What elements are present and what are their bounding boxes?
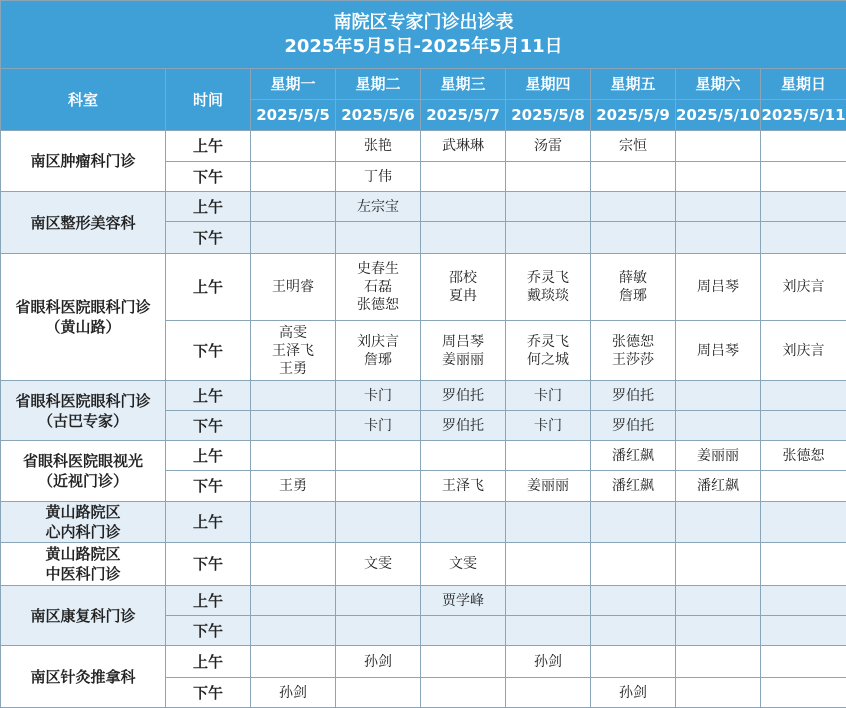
table-row bbox=[1, 254, 846, 321]
date-header: 2025/5/7 bbox=[421, 100, 506, 131]
doctor-cell: 潘红飙 bbox=[676, 471, 761, 502]
weekday-header: 星期三 bbox=[421, 69, 506, 100]
doctor-cell bbox=[421, 441, 506, 471]
doctor-cell: 孙剑 bbox=[591, 678, 676, 708]
doctor-cell bbox=[676, 616, 761, 646]
doctor-cell: 卡门 bbox=[336, 411, 421, 441]
department-name: 南区康复科门诊 bbox=[1, 586, 166, 646]
doctor-cell bbox=[421, 192, 506, 222]
doctor-cell: 文雯 bbox=[421, 543, 506, 586]
schedule-body bbox=[1, 131, 846, 708]
table-row bbox=[1, 646, 846, 678]
doctor-cell bbox=[676, 131, 761, 162]
doctor-cell bbox=[251, 586, 336, 616]
doctor-cell bbox=[421, 678, 506, 708]
doctor-cell: 王明睿 bbox=[251, 254, 336, 321]
doctor-cell: 孙剑 bbox=[506, 646, 591, 678]
doctor-cell bbox=[676, 678, 761, 708]
doctor-cell bbox=[761, 411, 846, 441]
doctor-cell: 罗伯托 bbox=[591, 381, 676, 411]
doctor-cell: 周吕琴 姜丽丽 bbox=[421, 321, 506, 381]
doctor-cell bbox=[336, 222, 421, 254]
session-time: 上午 bbox=[166, 586, 251, 616]
doctor-cell bbox=[251, 131, 336, 162]
weekday-header: 星期日 bbox=[761, 69, 846, 100]
doctor-cell: 薛敏 詹琊 bbox=[591, 254, 676, 321]
doctor-cell: 刘庆言 bbox=[761, 254, 846, 321]
doctor-cell: 罗伯托 bbox=[421, 411, 506, 441]
doctor-cell: 张德恕 bbox=[761, 441, 846, 471]
doctor-cell bbox=[761, 162, 846, 192]
doctor-cell bbox=[591, 222, 676, 254]
doctor-cell: 潘红飙 bbox=[591, 471, 676, 502]
doctor-cell: 刘庆言 詹琊 bbox=[336, 321, 421, 381]
doctor-cell bbox=[251, 543, 336, 586]
doctor-cell: 周吕琴 bbox=[676, 254, 761, 321]
department-name: 省眼科医院眼视光 （近视门诊） bbox=[1, 441, 166, 502]
doctor-cell bbox=[421, 162, 506, 192]
weekday-header: 星期六 bbox=[676, 69, 761, 100]
doctor-cell bbox=[336, 441, 421, 471]
session-time: 下午 bbox=[166, 471, 251, 502]
department-name: 省眼科医院眼科门诊 （古巴专家） bbox=[1, 381, 166, 441]
doctor-cell: 姜丽丽 bbox=[676, 441, 761, 471]
doctor-cell bbox=[591, 586, 676, 616]
doctor-cell: 卡门 bbox=[506, 411, 591, 441]
date-header: 2025/5/6 bbox=[336, 100, 421, 131]
doctor-cell bbox=[761, 192, 846, 222]
department-name: 黄山路院区 心内科门诊 bbox=[1, 502, 166, 543]
doctor-cell bbox=[251, 411, 336, 441]
doctor-cell bbox=[591, 543, 676, 586]
doctor-cell bbox=[336, 471, 421, 502]
doctor-cell bbox=[761, 471, 846, 502]
department-name: 南区肿瘤科门诊 bbox=[1, 131, 166, 192]
doctor-cell bbox=[251, 646, 336, 678]
doctor-cell bbox=[506, 162, 591, 192]
date-header: 2025/5/10 bbox=[676, 100, 761, 131]
doctor-cell bbox=[506, 192, 591, 222]
doctor-cell: 邵校 夏冉 bbox=[421, 254, 506, 321]
weekday-header: 星期一 bbox=[251, 69, 336, 100]
doctor-cell: 姜丽丽 bbox=[506, 471, 591, 502]
doctor-cell bbox=[761, 616, 846, 646]
doctor-cell bbox=[591, 192, 676, 222]
doctor-cell bbox=[676, 646, 761, 678]
doctor-cell bbox=[676, 543, 761, 586]
date-header: 2025/5/11 bbox=[761, 100, 846, 131]
table-row bbox=[1, 543, 846, 586]
doctor-cell bbox=[506, 222, 591, 254]
doctor-cell: 乔灵飞 何之城 bbox=[506, 321, 591, 381]
doctor-cell bbox=[676, 381, 761, 411]
doctor-cell: 周吕琴 bbox=[676, 321, 761, 381]
doctor-cell: 史春生 石磊 张德恕 bbox=[336, 254, 421, 321]
doctor-cell: 左宗宝 bbox=[336, 192, 421, 222]
doctor-cell bbox=[761, 222, 846, 254]
dept-column-header: 科室 bbox=[1, 69, 166, 131]
doctor-cell bbox=[761, 678, 846, 708]
doctor-cell bbox=[591, 616, 676, 646]
doctor-cell bbox=[421, 222, 506, 254]
doctor-cell bbox=[591, 646, 676, 678]
doctor-cell bbox=[421, 616, 506, 646]
doctor-cell bbox=[506, 586, 591, 616]
doctor-cell bbox=[251, 192, 336, 222]
doctor-cell bbox=[506, 441, 591, 471]
session-time: 上午 bbox=[166, 381, 251, 411]
doctor-cell bbox=[761, 543, 846, 586]
table-row bbox=[1, 381, 846, 411]
doctor-cell bbox=[676, 162, 761, 192]
weekday-header: 星期五 bbox=[591, 69, 676, 100]
doctor-cell bbox=[506, 616, 591, 646]
department-name: 南区整形美容科 bbox=[1, 192, 166, 254]
doctor-cell: 武琳琳 bbox=[421, 131, 506, 162]
session-time: 上午 bbox=[166, 502, 251, 543]
doctor-cell bbox=[676, 586, 761, 616]
session-time: 下午 bbox=[166, 321, 251, 381]
doctor-cell bbox=[676, 192, 761, 222]
department-name: 省眼科医院眼科门诊 （黄山路） bbox=[1, 254, 166, 381]
department-name: 南区针灸推拿科 bbox=[1, 646, 166, 708]
doctor-cell: 丁伟 bbox=[336, 162, 421, 192]
doctor-cell bbox=[421, 646, 506, 678]
date-header: 2025/5/8 bbox=[506, 100, 591, 131]
department-name: 黄山路院区 中医科门诊 bbox=[1, 543, 166, 586]
doctor-cell: 罗伯托 bbox=[591, 411, 676, 441]
doctor-cell bbox=[506, 678, 591, 708]
doctor-cell: 孙剑 bbox=[251, 678, 336, 708]
doctor-cell bbox=[761, 131, 846, 162]
doctor-cell bbox=[506, 543, 591, 586]
table-row bbox=[1, 441, 846, 471]
table-title-cell bbox=[1, 1, 846, 69]
session-time: 下午 bbox=[166, 616, 251, 646]
date-header: 2025/5/5 bbox=[251, 100, 336, 131]
doctor-cell bbox=[761, 502, 846, 543]
doctor-cell: 文雯 bbox=[336, 543, 421, 586]
session-time: 下午 bbox=[166, 411, 251, 441]
doctor-cell: 张艳 bbox=[336, 131, 421, 162]
doctor-cell bbox=[336, 678, 421, 708]
doctor-cell bbox=[761, 381, 846, 411]
doctor-cell bbox=[336, 616, 421, 646]
doctor-cell bbox=[251, 502, 336, 543]
weekday-header: 星期二 bbox=[336, 69, 421, 100]
table-row bbox=[1, 192, 846, 222]
doctor-cell bbox=[761, 646, 846, 678]
doctor-cell bbox=[676, 222, 761, 254]
session-time: 下午 bbox=[166, 222, 251, 254]
session-time: 下午 bbox=[166, 678, 251, 708]
table-row bbox=[1, 586, 846, 616]
doctor-cell bbox=[591, 502, 676, 543]
doctor-cell bbox=[676, 502, 761, 543]
doctor-cell bbox=[761, 586, 846, 616]
table-row bbox=[1, 131, 846, 162]
session-time: 上午 bbox=[166, 646, 251, 678]
doctor-cell bbox=[336, 586, 421, 616]
doctor-cell bbox=[251, 162, 336, 192]
table-row bbox=[1, 502, 846, 543]
doctor-cell: 王勇 bbox=[251, 471, 336, 502]
time-column-header: 时间 bbox=[166, 69, 251, 131]
doctor-cell: 张德恕 王莎莎 bbox=[591, 321, 676, 381]
session-time: 下午 bbox=[166, 162, 251, 192]
doctor-cell: 罗伯托 bbox=[421, 381, 506, 411]
doctor-cell: 刘庆言 bbox=[761, 321, 846, 381]
doctor-cell: 高雯 王泽飞 王勇 bbox=[251, 321, 336, 381]
doctor-cell bbox=[251, 222, 336, 254]
session-time: 上午 bbox=[166, 192, 251, 222]
doctor-cell bbox=[591, 162, 676, 192]
doctor-cell bbox=[506, 502, 591, 543]
doctor-cell: 潘红飙 bbox=[591, 441, 676, 471]
table-subtitle: 2025年5月5日-2025年5月11日 bbox=[1, 35, 846, 59]
weekday-header: 星期四 bbox=[506, 69, 591, 100]
table-title: 南院区专家门诊出诊表 bbox=[1, 11, 846, 35]
doctor-cell bbox=[251, 441, 336, 471]
session-time: 上午 bbox=[166, 131, 251, 162]
session-time: 下午 bbox=[166, 543, 251, 586]
doctor-cell: 宗恒 bbox=[591, 131, 676, 162]
doctor-cell: 贾学峰 bbox=[421, 586, 506, 616]
doctor-cell: 孙剑 bbox=[336, 646, 421, 678]
doctor-cell bbox=[336, 502, 421, 543]
date-header: 2025/5/9 bbox=[591, 100, 676, 131]
session-time: 上午 bbox=[166, 441, 251, 471]
doctor-cell bbox=[251, 381, 336, 411]
doctor-cell bbox=[421, 502, 506, 543]
doctor-cell bbox=[676, 411, 761, 441]
doctor-cell bbox=[251, 616, 336, 646]
session-time: 上午 bbox=[166, 254, 251, 321]
doctor-cell: 汤雷 bbox=[506, 131, 591, 162]
doctor-cell: 乔灵飞 戴琰琰 bbox=[506, 254, 591, 321]
doctor-cell: 卡门 bbox=[506, 381, 591, 411]
doctor-cell: 卡门 bbox=[336, 381, 421, 411]
doctor-cell: 王泽飞 bbox=[421, 471, 506, 502]
